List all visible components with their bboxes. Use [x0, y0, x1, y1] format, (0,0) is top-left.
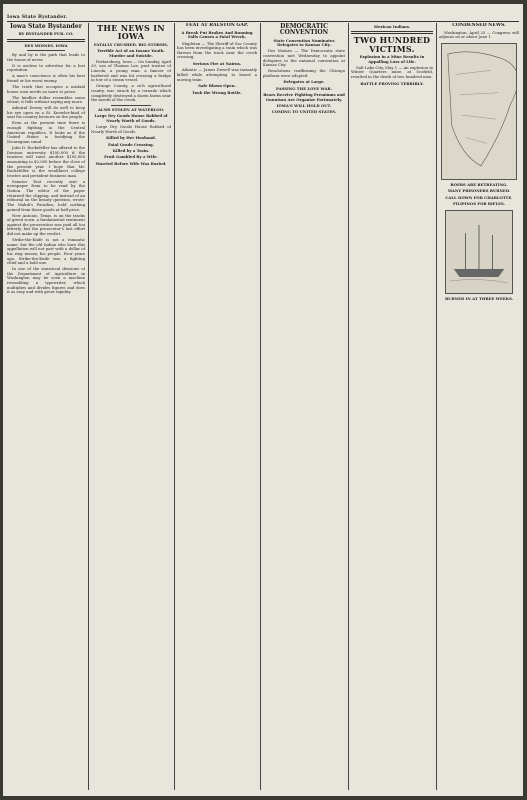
column-4-head: Bears Receive Fighting Premiums and Gunnison Are Organize Fortunately. — [263, 92, 345, 102]
paragraph: Washington, April 25 — Congress will adjourn on or about June 1. — [439, 29, 519, 40]
column-3-head: Took the Wrong Bottle. — [192, 89, 242, 95]
map-illustration — [441, 43, 517, 180]
column-2-head: Killed by Her Husband. — [106, 135, 156, 141]
column-6-head: CALL DOWN FOR CHARLOTTE. — [445, 194, 513, 200]
column-4-title: DEMOCRATIC CONVENTION — [279, 23, 329, 37]
paragraph: Large Dry Goods House Robbed of Nearly Worth of Goods. — [91, 123, 171, 134]
paragraph: In one of the statistical divisions of the Department of Agriculture in Washington may be seen a machine resembling a typewriter, which multiplies and divides figures and does it as easy and with great rapidity. — [7, 266, 85, 295]
column-5-subtitle: Mexican Indians. — [373, 24, 411, 29]
column-2-head: Killed by a Train. — [112, 147, 150, 153]
column-6 — [439, 23, 519, 792]
paragraph: John D. Rockefeller has offered to the Denison university $100,000 if the trustees will raise another $100,000 amounting to $2,000 before the close of the present year. I hope that Mr. Rockefeller is the wealthiest college trustee and president business man. — [7, 145, 85, 178]
column-4 — [263, 23, 345, 792]
paragraph: The truth that occupies a mislaid house soon needs no more to prove. — [7, 83, 85, 94]
map-drawing — [442, 44, 516, 179]
column-3-title: FEAT AT RALSTON GAP. — [185, 23, 249, 28]
column-4-head: IOWA'S WILL HOLD OUT. — [276, 102, 332, 108]
column-4-head: PASSING THE LOVE WAR. — [276, 85, 332, 91]
paragraph: A man's conscience is often his best friend or his worst enemy. — [7, 73, 85, 83]
paragraph: It is useless to advertise for a lost reputation. — [7, 62, 85, 73]
column-2-head: Fruit Gambled By a Wife. — [104, 154, 158, 160]
paragraph: Parkersburg, Iowa — On Sunday, April 29, son of Thomas Lee, past trustee of Lincoln, a young man, a fancier of barbered and was hit crossing a bridge in tow of a steam vessel. — [91, 58, 171, 83]
masthead-left: Iowa State Bystander. — [7, 15, 68, 20]
column-2-subtitle: FATALLY CRUSHED. BIG STORMS. — [93, 41, 169, 47]
column-2-title: THE NEWS IN IOWA — [97, 23, 165, 42]
column-2 — [91, 23, 171, 792]
paragraph: Atlantic — James Dowell was instantly killed while attempting to board a moving train. — [177, 67, 257, 82]
column-5-subhead: Explosion in a Mine Results in Appalling Loss of Life. — [359, 54, 425, 64]
paragraph: Resolutions reaffirming the Chicago platform were adopted. — [263, 68, 345, 78]
column-5-headline: TWO HUNDRED VICTIMS. — [353, 35, 431, 54]
column-1 — [7, 23, 85, 792]
paragraph: Strike-the-Knife is not a romantic name, but the old Indian who bore this appellation will not part with a dollar of his ring money, his people. Four years ago, Strike-the-Knife was a fighting chief and a bold one. — [7, 237, 85, 266]
column-2-head2: Terrible Act of an Insane Youth. Murder and Suicide. — [97, 48, 165, 58]
paragraph: Even at the present time there is enough fighting in the Central American republics. It looks as if the United States is fortifying the Nicaraguan canal. — [7, 120, 85, 144]
column-3-head: Safe Blown Open. — [198, 83, 236, 89]
paragraph: Salt Lake City, May 1 — An explosion in Winter Quarters mine, at Scofield, resulted in the death of two hundred men. — [351, 64, 433, 80]
column-3-head: Serious Fire at Nairns. — [192, 61, 242, 67]
paragraph: Des Moines — The Democratic state convention met Wednesday to appoint delegates to the national convention at Kansas City. — [263, 48, 345, 68]
column-2-head: Married Before Wife Was Buried. — [95, 160, 167, 166]
ship-drawing — [446, 211, 512, 293]
paragraph: Orange County, a rich agricultural county, was struck by a tornado which completely destroyed a dozen farms near the mouth of the creek. — [91, 83, 171, 103]
column-6-subtitle: BOERS ARE RETREATING. — [450, 182, 508, 188]
column-4-subtitle: State Convention Nominates Delegates to Kansas City. — [273, 37, 335, 47]
column-6-head: FILIPINOS FOR RIFLES. — [453, 201, 505, 207]
paragraph: New Antonio, Texas, is on the tracks of greed sown: a fundamental sentiment against the prosecution was paid all too bitterly, but the prosecutor's last effort did not make up the verdict. — [7, 212, 85, 237]
column-3-subtitle: A Break Put Brakes And Running Falls Causes a Fatal Wreck. — [181, 29, 253, 40]
column-3 — [177, 23, 257, 792]
column-4-head: COMING TO UNITED STATES. — [271, 109, 337, 115]
column-6-head: MANY PRISONERS BURNED. — [447, 188, 511, 194]
column-4-head: Delegates at Large. — [283, 79, 325, 85]
column-1-title: Iowa State Bystander — [10, 23, 82, 30]
column-2-head: Large Dry Goods House Robbed of Nearly Worth of Goods. — [94, 113, 168, 123]
paragraph: Admiral Dewey will do well to keep his eye open on a St. Knowles-kind of seat his country bestows on the people. — [7, 105, 85, 120]
masthead-bar — [7, 7, 519, 22]
paragraph: Mapleton — The Sheriff of Sac County has been investigating a train which was thrown from the track near the creek crossing. — [177, 40, 257, 60]
column-1-text — [7, 53, 85, 295]
column-5 — [351, 23, 433, 792]
paragraph: Senator Teat recently sent a newspaper from to be read by the Nation. The editor of the paper returned the clipping, and instead of an editorial on the beauty question, wrote: The Mahdi's Paradise, hold nothing gained from these goods at half price. — [7, 178, 85, 212]
paragraph: The kindlier dollar resembles some wheat; it falls without saying any more. — [7, 94, 85, 105]
column-1-subtitle: BY BYSTANDER PUB. CO. — [18, 31, 74, 37]
ship-illustration — [445, 210, 513, 294]
column-5-head: BATTLE PROVING TERRIBLY. — [360, 80, 424, 86]
column-6-title: CONDENSED NEWS. — [452, 23, 506, 28]
column-1-dateline: DES MOINES. IOWA — [24, 42, 68, 48]
column-2-head: ALMS STOLEN AT WATERLOO. — [97, 106, 165, 112]
newspaper-page — [3, 4, 523, 796]
paragraph: By and by is the path that leads to the house of never. — [7, 52, 85, 62]
column-6-head: BURNED IN AT THREE WEEKS. — [444, 295, 514, 301]
column-2-head: Fatal Grade Crossing. — [107, 141, 155, 147]
